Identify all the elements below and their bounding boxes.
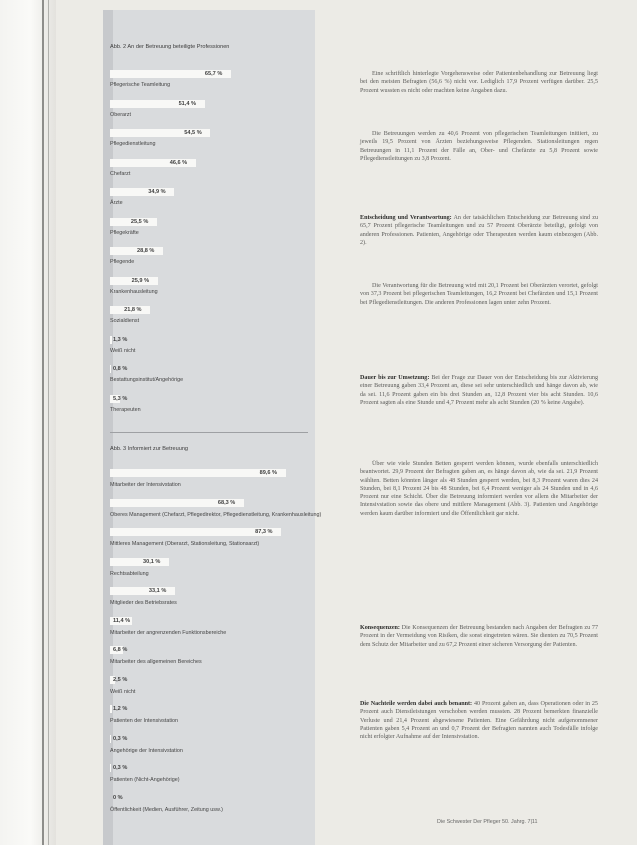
bar-value-label: 25,9 % — [131, 277, 150, 284]
bar-category-label: Therapeuten — [110, 406, 141, 413]
chart-bar — [110, 764, 111, 772]
bar-value-label: 34,9 % — [148, 189, 166, 195]
page-footer: Die Schwester Der Pfleger 50. Jahrg. 7|11 — [437, 819, 538, 825]
chart-bar — [110, 365, 111, 373]
bar-category-label: Mitglieder des Betriebsrates — [110, 600, 177, 606]
paragraph — [360, 700, 598, 741]
bar-category-label: Öffentlichkeit (Medien, Ausführer, Zeitung usw.) — [110, 806, 223, 813]
bar-value-label: 54,5 % — [184, 130, 202, 136]
paragraph-body: An der tatsächlichen Entscheidung zur Betreuung sind zu 65,7 Prozent pflegerische Teamleitungen und zu 57 Prozent Oberärzte beteiligt, gefolgt von anderen Professionen. Patienten, Angehörige oder Therapeuten werden kaum einbezogen (Abb. 2). — [360, 215, 598, 246]
bar-category-label: Weiß nicht — [110, 688, 136, 695]
bar-value-label: 25,5 % — [130, 218, 149, 225]
bar-category-label: Pflegende — [110, 259, 135, 265]
bar-category-label: Krankenhausleitung — [110, 288, 158, 295]
bar-value-label: 21,8 % — [124, 307, 142, 313]
bar-category-label: Mitarbeiter der Intensivstation — [110, 482, 181, 488]
bar-value-label: 0 % — [113, 794, 123, 801]
bar-category-label: Pflegekräfte — [110, 229, 139, 236]
bar-category-label: Mitarbeiter des allgemeinen Bereiches — [110, 659, 202, 665]
bar-value-label: 0,3 % — [113, 765, 128, 771]
bar-value-label: 28,8 % — [136, 248, 155, 254]
bar-category-label: Mittleres Management (Oberarzt, Stationsleitung, Stationsarzt) — [110, 541, 260, 547]
bar-category-label: Weiß nicht — [110, 347, 136, 354]
paragraph-lead: Die Nachteile werden dabei auch benannt: — [360, 701, 473, 707]
bar-category-label: Oberarzt — [110, 111, 131, 118]
page-binding — [0, 0, 56, 845]
paragraph — [360, 624, 598, 649]
bar-category-label: Rechtsabteilung — [110, 570, 149, 577]
bar-value-label: 5,3 % — [113, 395, 128, 402]
chart-2-title: Abb. 2 An der Betreuung beteiligte Professionen — [110, 44, 230, 50]
paragraph: Die Verantwortung für die Betreuung wird mit 20,1 Prozent bei Oberärzten verortet, gefolgt von 37,3 Prozent bei pflegerischen Teamleitungen, 16,2 Prozent bei Chefärzten und 15,1 Prozent bei Pflegedienstleitungen. Die anderen Professionen lagen unter zehn Prozent. — [360, 283, 598, 306]
paragraph: Die Betreuungen werden zu 40,6 Prozent von pflegerischen Teamleitungen initiiert, zu jeweils 19,5 Prozent von Ärzten beziehungsweise Pflegenden. Stationsleitungen regen Betreuungen in 11,1 Prozent der Fälle an, Ober- und Chefärzte zu 5,8 Prozent sowie Pflegedienstleitungen zu 3,8 Prozent. — [360, 131, 598, 162]
paragraph: Eine schriftlich hinterlegte Vorgehensweise oder Patientenbehandlung zur Betreuung liegt bei den meisten Befragten (56,6 %) nicht vor. Lediglich 17,9 Prozent verfügen darüber. 25,5 Prozent wussten es nicht oder machten keine Angaben dazu. — [360, 71, 598, 94]
bar-value-label: 33,1 % — [148, 588, 167, 594]
bar-category-label: Patienten der Intensivstation — [110, 718, 179, 724]
bar-value-label: 6,8 % — [113, 647, 128, 653]
chart-bar — [110, 735, 111, 743]
bar-value-label: 11,4 % — [113, 617, 131, 624]
bar-value-label: 87,3 % — [255, 529, 273, 535]
paragraph-body: 40 Prozent gaben an, dass Operationen oder in 25 Prozent auch Dienstleistungen verschoben werden mussten. 28 Prozent bemerkten finanzielle Verluste und 21,4 Prozent abgewiesene Patienten. Eine Gefährdung nicht aufgenommener Patienten gaben 5,4 Prozent an und 0,7 Prozent der Befragten nannten auch Todesfälle infolge nicht erfolgter Aufnahme auf der Intensivstation. — [360, 701, 598, 741]
bar-value-label: 65,7 % — [204, 71, 223, 77]
bar-category-label: Ärzte — [110, 200, 123, 206]
bar-category-label: Mitarbeiter der angrenzenden Funktionsbereiche — [110, 629, 227, 636]
chart-divider — [110, 432, 308, 433]
binding-line — [42, 0, 44, 845]
bar-value-label: 46,6 % — [169, 159, 188, 166]
bar-value-label: 89,6 % — [259, 470, 278, 476]
paragraph — [360, 214, 598, 247]
bar-category-label: Chefarzt — [110, 170, 131, 177]
bar-value-label: 30,1 % — [142, 558, 161, 565]
paragraph: Über wie viele Stunden Betten gesperrt werden können, wurde ebenfalls unterschiedlich beantwortet. 29,9 Prozent der Befragten gaben an, es hänge davon ab, wie da sei. 21,9 Prozent wählten. Betten könnten länger als 48 Stunden gesperrt werden, bei 8,3 Prozent waren dies 24 Stunden, bei 8,1 Prozent 24 bis 48 Stunden, bei 6,4 Prozent weniger als 24 Stunden und in 4,6 Prozent nur eine Schicht. Über die Betreuung informiert werden vor allem die Mitarbeiter der Intensivstation sowie das obere und mittlere Management (Abb. 3). Patienten und Angehörige werden kaum darüber informiert und die Öffentlichkeit gar nicht. — [360, 461, 598, 517]
bar-category-label: Patienten (Nicht-Angehörige) — [110, 777, 180, 783]
paragraph — [360, 374, 598, 407]
bar-category-label: Pflegerische Teamleitung — [110, 82, 171, 88]
binding-line — [48, 0, 49, 845]
chart-bar — [110, 705, 112, 713]
bar-value-label: 0,8 % — [113, 366, 128, 372]
bar-category-label: Bestattungsinstitut/Angehörige — [110, 377, 184, 383]
bar-category-label: Oberes Management (Chefarzt, Pflegedirektor, Pflegedienstleitung, Krankenhausleitung) — [110, 511, 322, 518]
bar-category-label: Angehörige der Intensivstation — [110, 747, 183, 754]
bar-category-label: Pflegedienstleitung — [110, 141, 156, 147]
bar-value-label: 0,3 % — [113, 735, 128, 742]
paragraph-lead: Entscheidung und Verantwortung: — [360, 215, 452, 221]
bar-value-label: 51,4 % — [178, 100, 196, 107]
bar-value-label: 1,2 % — [113, 706, 128, 712]
bar-value-label: 1,3 % — [113, 336, 128, 343]
bar-value-label: 2,5 % — [113, 676, 128, 683]
chart-3-title: Abb. 3 Informiert zur Betreuung — [110, 446, 189, 452]
paragraph-body: Bei der Frage zur Dauer von der Entscheidung bis zur Aktivierung einer Betreuung gaben 33,4 Prozent an, diese sei sehr unterschiedlich und hänge davon ab, wie da sei. 11,6 Prozent gaben ein bis drei Stunden an, 12,8 Prozent vier bis acht Stunden. 10,6 Prozent sagten als eine Stunde und 4,7 Prozent mehr als acht Stunden (20 % keine Angabe). — [360, 375, 598, 406]
paragraph-body: Die Konsequenzen der Betreuung bestanden nach Angaben der Befragten zu 77 Prozent in der Vermeidung von Risiken, die sonst eingetreten wären. Sie dienten zu 70,5 Prozent dem Schutz der Mitarbeiter und zu 67,2 Prozent einer sicheren Versorgung der Patienten. — [360, 625, 598, 648]
bar-value-label: 68,3 % — [217, 499, 236, 506]
paragraph-lead: Dauer bis zur Umsetzung: — [360, 375, 430, 381]
paragraph-lead: Konsequenzen: — [360, 625, 400, 631]
bar-category-label: Sozialdienst — [110, 318, 140, 324]
